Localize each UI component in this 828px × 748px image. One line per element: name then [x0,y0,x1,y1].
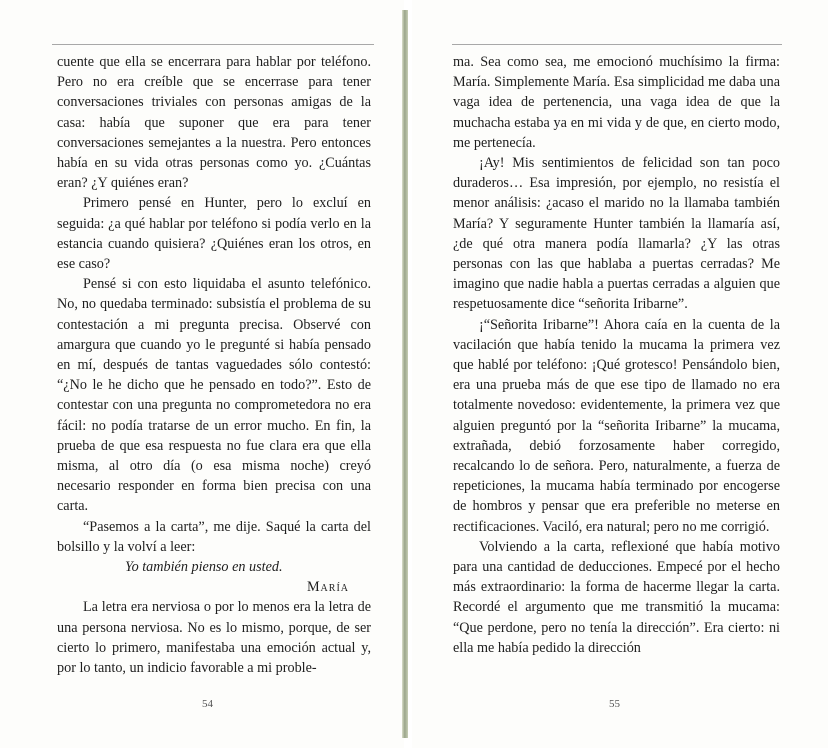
page-number: 55 [609,698,620,710]
paragraph: “Pasemos a la carta”, me dije. Saqué la carta del bolsillo y la volví a leer: [57,518,371,555]
header-rule [52,44,374,45]
right-page [412,0,828,748]
paragraph: cuente que ella se encerrara para hablar por teléfono. Pero no era creíble que se encerrase para tener conversaciones triviales con personas amigas de la casa: había que suponer que era para tener conversaciones semejantes a la nuestra. Pero entonces había en su vida otras personas como yo. ¿Cuántas eran? ¿Y quiénes eran? [57,54,371,192]
letter-quote: Yo también pienso en usted. [125,559,283,576]
page-number: 54 [202,698,213,710]
header-rule [452,44,782,45]
paragraph: Volviendo a la carta, reflexioné que había motivo para una cantidad de deducciones. Empecé por el hecho más extraordinario: la forma de hacerme llegar la carta. Recordé el argumento que me transmitió la mucama: “Que perdone, pero no tenía la dirección”. Era cierto: ni ella me había pedido la dirección [453,538,780,656]
paragraph: ma. Sea como sea, me emocionó muchísimo la firma: María. Simplemente María. Esa simplicidad me daba una vaga idea de pertenencia, una vaga idea de que la muchacha estaba ya en mi vida y de que, en cierto modo, me pertenecía. [453,54,780,151]
left-page-text [57,52,371,678]
letter-signature: María [306,579,349,596]
book-gutter [402,10,408,738]
paragraph: ¡Ay! Mis sentimientos de felicidad son tan poco duraderos… Esa impresión, por ejemplo, no resistía el menor análisis: ¿acaso el marido no la llamaba también María? Y seguramente Hunter también la llamaría así, ¿de qué otra manera podía llamarla? ¿Y las otras personas con las que hablaba a puertas cerradas? Me imagino que nadie habla a puertas cerradas a alguien que respetuosamente dice “señorita Iribarne”. [453,155,780,313]
paragraph: Pensé si con esto liquidaba el asunto telefónico. No, no quedaba terminado: subsistía el problema de su contestación a mi pregunta precisa. Observé con amargura que cuando yo le pregunté si había pensado en mí, después de tantas vaguedades sólo contestó: “¿No le he dicho que he pensado en todo?”. Esto de contestar con una pregunta no comprometedora no era fácil: no podía tratarse de un error mucho. En fin, la prueba de que esa respuesta no fue clara era que ella misma, al otro día (o esa misma noche) creyó necesario responder en forma bien precisa con una carta. [57,276,371,515]
paragraph: Primero pensé en Hunter, pero lo excluí en seguida: ¿a qué hablar por teléfono si podía verlo en la estancia cuando quisiera? ¿Quiénes eran los otros, en ese caso? [57,195,371,273]
paragraph: La letra era nerviosa o por lo menos era la letra de una persona nerviosa. No es lo mismo, porque, de ser cierto lo primero, manifestaba una emoción actual y, por lo tanto, un indicio favorable a mi proble- [57,599,371,677]
right-page-text [453,52,780,658]
left-page [0,0,404,748]
paragraph: ¡“Señorita Iribarne”! Ahora caía en la cuenta de la vacilación que había tenido la mucama la primera vez que hablé por teléfono: ¡Qué grotesco! Pensándolo bien, era una prueba más de que ese tipo de llamado no era totalmente novedoso: evidentemente, la primera vez que alguien preguntó por la “señorita Iribarne” la mucama, extrañada, debió forzosamente haber corregido, recalcando lo de señora. Pero, naturalmente, a fuerza de repeticiones, la mucama había terminado por encogerse de hombros y pensar que era preferible no meterse en rectificaciones. Vaciló, era natural; pero no me corrigió. [453,316,780,535]
